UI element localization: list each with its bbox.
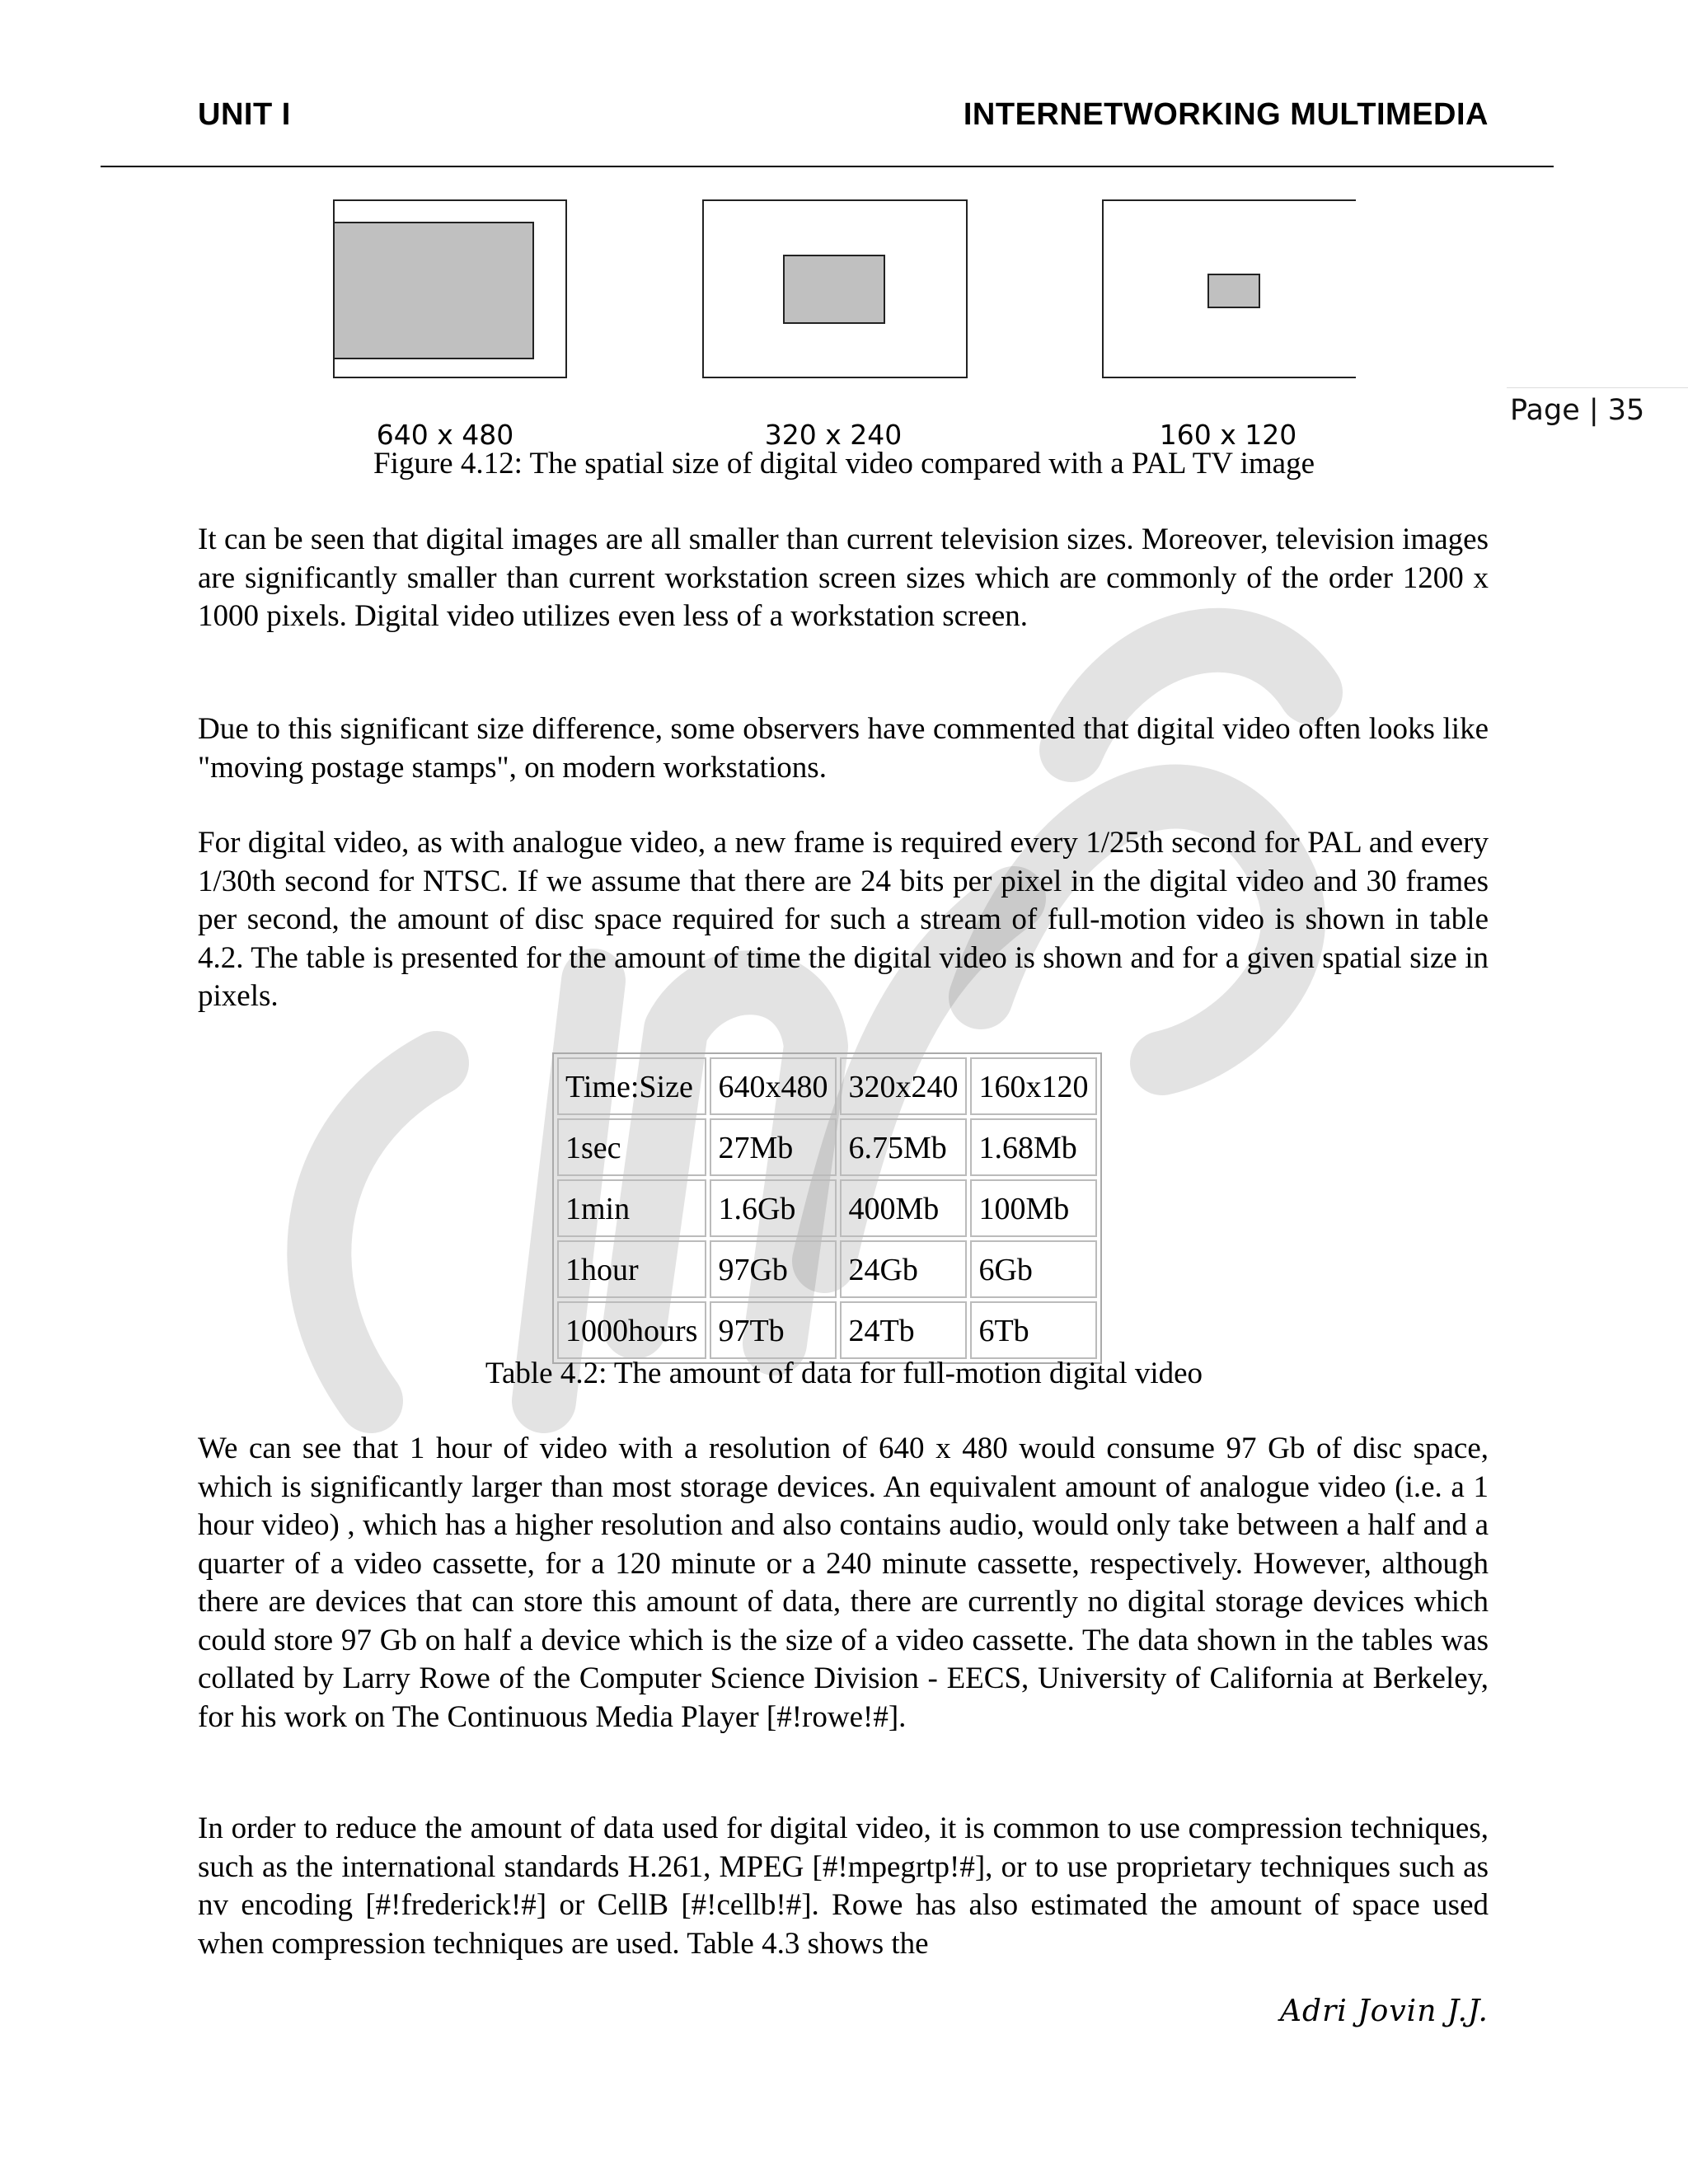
data-volume-table [552, 1052, 1102, 1364]
header-divider [101, 166, 1554, 167]
table-cell: 640x480 [710, 1057, 837, 1115]
table-cell: 160x120 [970, 1057, 1097, 1115]
size-label-160: 160 x 120 [1159, 419, 1297, 451]
pal-frame-3 [1102, 199, 1356, 378]
table-cell: 27Mb [710, 1118, 837, 1176]
table-row [557, 1118, 1097, 1176]
pal-frame-1 [333, 199, 567, 378]
paragraph-3: For digital video, as with analogue video, a new frame is required every 1/25th second for PAL and every 1/30th second for NTSC. If we assume that there are 24 bits per pixel in the digital video and 30 frames per second, the amount of disc space required for such a stream of full-motion video is shown in table 4.2. The table is presented for the amount of time the digital video is shown and for a given spatial size in pixels. [198, 826, 1489, 1013]
table-cell: 1.6Gb [710, 1179, 837, 1237]
table-cell: 6.75Mb [840, 1118, 967, 1176]
video-160x120 [1207, 274, 1260, 308]
table-cell: 1hour [557, 1240, 706, 1298]
paragraph-5: In order to reduce the amount of data used for digital video, it is common to use compression techniques, such as the international standards H.261, MPEG [#!mpegrtp!#], or to use proprietary techniques such as nv encoding [#!frederick!#] or CellB [#!cellb!#]. Rowe has also estimated the amount of space used when compression techniques are used. Table 4.3 shows the [198, 1811, 1489, 1961]
table-cell: Time:Size [557, 1057, 706, 1115]
size-label-640: 640 x 480 [376, 419, 514, 451]
paragraph-1: It can be seen that digital images are all smaller than current television sizes. Moreover, television images are significantly smaller than current workstation screen sizes which are commonly of the order 1200 x 1000 pixels. Digital video utilizes even less of a workstation screen. [198, 523, 1489, 633]
table-row [557, 1240, 1097, 1298]
size-label-320: 320 x 240 [764, 419, 903, 451]
table-caption: Table 4.2: The amount of data for full-motion digital video [485, 1357, 1203, 1390]
figure-spatial-sizes [330, 198, 1360, 453]
table-row [557, 1057, 1097, 1115]
table-cell: 24Tb [840, 1301, 967, 1359]
table-cell: 6Gb [970, 1240, 1097, 1298]
page-number: Page | 35 [1510, 394, 1645, 427]
header-title: INTERNETWORKING MULTIMEDIA [963, 97, 1489, 132]
table-cell: 1000hours [557, 1301, 706, 1359]
table-row [557, 1179, 1097, 1237]
table-row [557, 1301, 1097, 1359]
paragraph-4: We can see that 1 hour of video with a resolution of 640 x 480 would consume 97 Gb of disc space, which is significantly larger than most storage devices. An equivalent amount of analogue video (i.e. a 1 hour video) , which has a higher resolution and also contains audio, would only take between a half and a quarter of a video cassette, for a 120 minute or a 240 minute cassette, respectively. However, although there are devices that can store this amount of data, there are currently no digital storage devices which could store 97 Gb on half a device which is the size of a video cassette. The data shown in the tables was collated by Larry Rowe of the Computer Science Division - EECS, University of California at Berkeley, for his work on The Continuous Media Player [#!rowe!#]. [198, 1432, 1489, 1734]
table-cell: 1min [557, 1179, 706, 1237]
table-cell: 1sec [557, 1118, 706, 1176]
header-unit: UNIT I [198, 97, 291, 132]
video-320x240 [783, 255, 885, 324]
table-cell: 6Tb [970, 1301, 1097, 1359]
table-cell: 400Mb [840, 1179, 967, 1237]
page-number-divider [1507, 387, 1688, 388]
author-signature: Adri Jovin J.J. [1280, 1994, 1489, 2028]
video-640x480 [333, 222, 534, 359]
table-cell: 320x240 [840, 1057, 967, 1115]
pal-frame-2 [702, 199, 968, 378]
table-cell: 1.68Mb [970, 1118, 1097, 1176]
table-cell: 97Gb [710, 1240, 837, 1298]
table-cell: 100Mb [970, 1179, 1097, 1237]
table-cell: 24Gb [840, 1240, 967, 1298]
figure-caption: Figure 4.12: The spatial size of digital video compared with a PAL TV image [373, 447, 1315, 480]
paragraph-2: Due to this significant size difference, some observers have commented that digital video often looks like "moving postage stamps", on modern workstations. [198, 712, 1489, 785]
table-cell: 97Tb [710, 1301, 837, 1359]
